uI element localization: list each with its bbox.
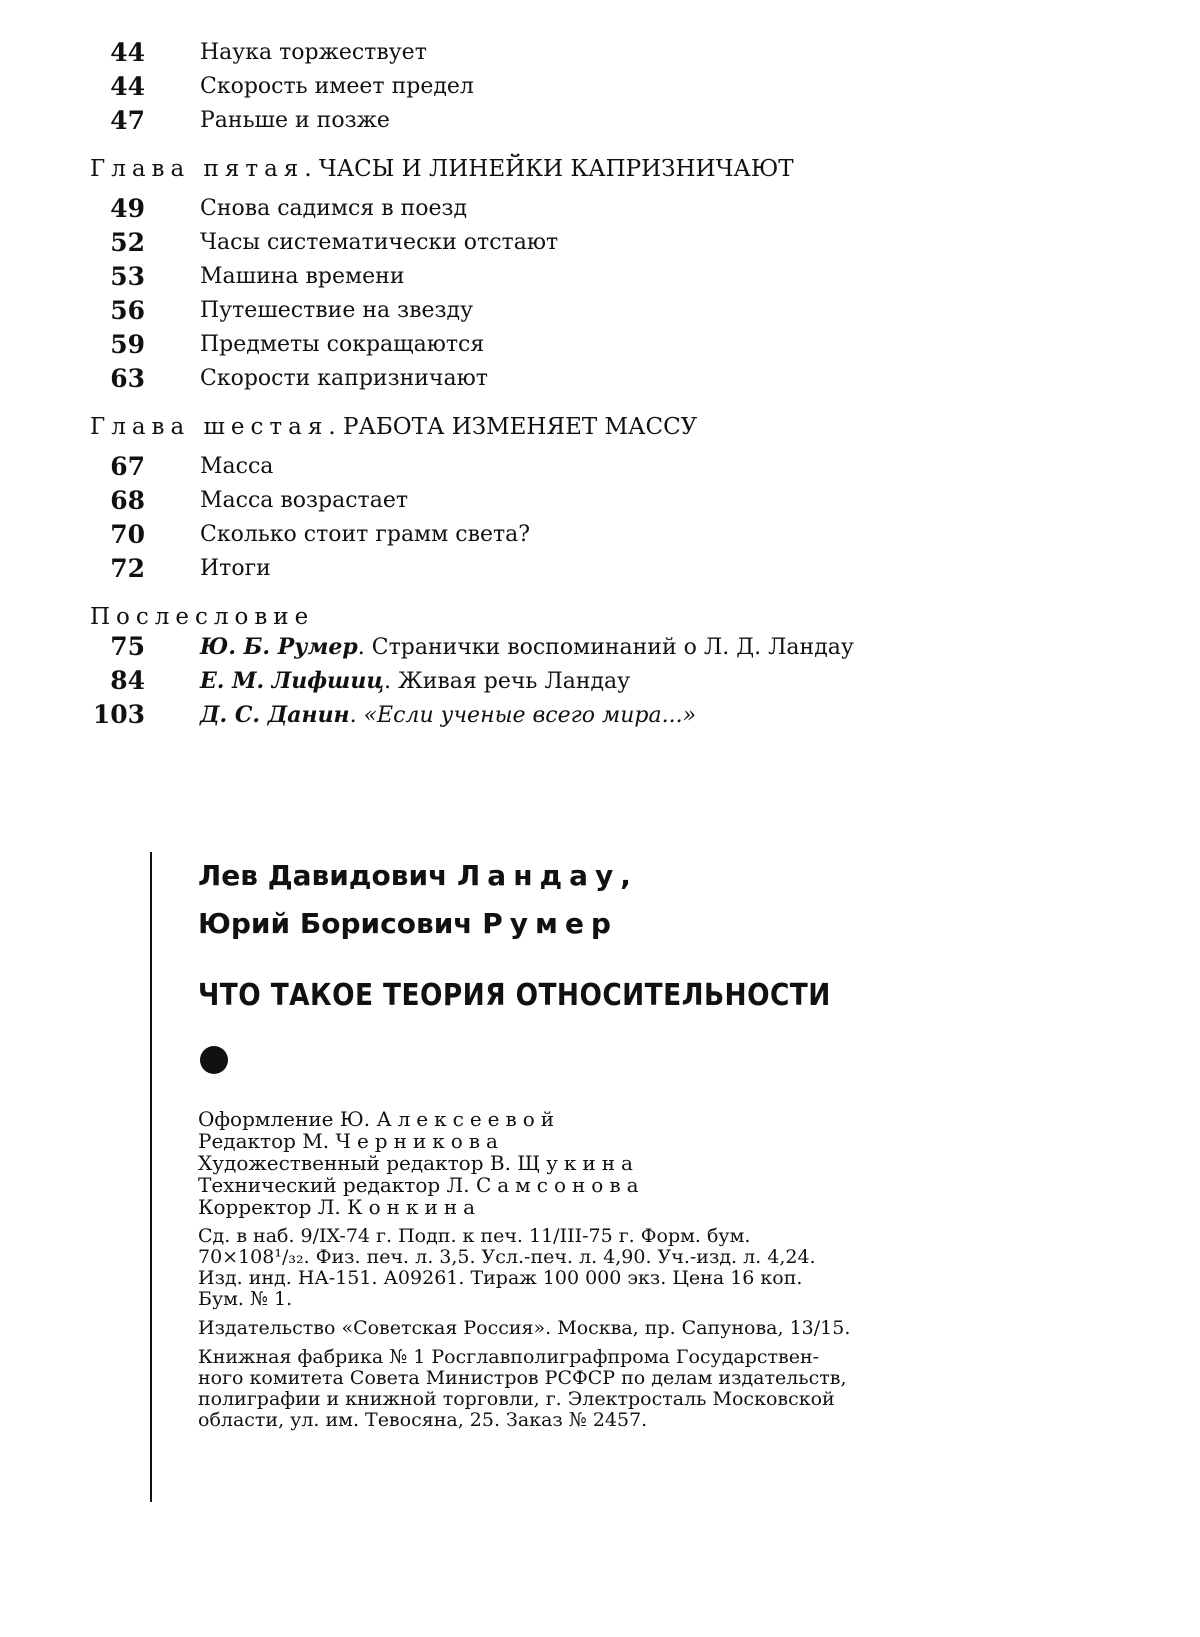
toc-page-number: 49 bbox=[110, 194, 145, 223]
credit-role: Корректор Л. bbox=[198, 1195, 341, 1219]
toc-page-number: 53 bbox=[110, 262, 145, 291]
credit-role: Оформление Ю. bbox=[198, 1107, 371, 1131]
toc-page-number: 75 bbox=[110, 632, 145, 661]
credit-role: Редактор М. bbox=[198, 1129, 330, 1153]
toc-entry-title: Итоги bbox=[200, 556, 271, 581]
publisher-text: Издательство «Советская Россия». Москва, пр. Сапунова, 13/15. bbox=[198, 1317, 851, 1339]
print-detail-line: Сд. в наб. 9/IX-74 г. Подп. к печ. 11/III-75 г. Форм. бум. bbox=[198, 1225, 751, 1247]
toc-entry bbox=[90, 192, 1150, 226]
author-surname: Ландау, bbox=[457, 859, 638, 892]
imprint-block bbox=[150, 852, 1072, 1502]
publisher-line bbox=[198, 1318, 1068, 1339]
toc-entry bbox=[90, 226, 1150, 260]
afterword-label: Послесловие bbox=[90, 604, 315, 630]
toc-page-number: 59 bbox=[110, 330, 145, 359]
toc-entry-title: Снова садимся в поезд bbox=[200, 196, 468, 221]
print-detail-line: Бум. № 1. bbox=[198, 1288, 293, 1310]
toc-page-number: 52 bbox=[110, 228, 145, 257]
toc-entry bbox=[90, 664, 1150, 698]
printer-details bbox=[198, 1347, 1068, 1431]
print-details bbox=[198, 1226, 1068, 1310]
toc-entry-title: Раньше и позже bbox=[200, 108, 390, 133]
author-line-2 bbox=[198, 900, 1068, 948]
entry-text: . Живая речь Ландау bbox=[384, 669, 631, 694]
toc-entry bbox=[90, 630, 1150, 664]
toc-page-number: 68 bbox=[110, 486, 145, 515]
toc-entry-title bbox=[200, 664, 630, 699]
toc-page-number: 56 bbox=[110, 296, 145, 325]
table-of-contents bbox=[90, 36, 1150, 732]
toc-entry bbox=[90, 552, 1150, 586]
book-title: ЧТО ТАКОЕ ТЕОРИЯ ОТНОСИТЕЛЬНОСТИ bbox=[198, 978, 831, 1013]
credit-name: Щукина bbox=[517, 1151, 639, 1175]
toc-entry-title: Скорость имеет предел bbox=[200, 74, 474, 99]
toc-entry-title: Наука торжествует bbox=[200, 40, 427, 65]
toc-entry-title bbox=[200, 630, 854, 665]
toc-entry bbox=[90, 518, 1150, 552]
credit-name: Алексеевой bbox=[376, 1107, 561, 1131]
chapter-title: . РАБОТА ИЗМЕНЯЕТ МАССУ bbox=[328, 414, 698, 440]
credit-role: Технический редактор Л. bbox=[198, 1173, 470, 1197]
toc-entry-title: Скорости капризничают bbox=[200, 366, 488, 391]
toc-page-number: 63 bbox=[110, 364, 145, 393]
imprint-content bbox=[198, 852, 1068, 1431]
toc-page-number: 70 bbox=[110, 520, 145, 549]
entry-author: Е. М. Лифшиц bbox=[200, 668, 384, 694]
toc-entry-title: Масса bbox=[200, 454, 274, 479]
toc-entry bbox=[90, 484, 1150, 518]
toc-entry-title: Масса возрастает bbox=[200, 488, 409, 513]
entry-author: Д. С. Данин bbox=[200, 702, 350, 728]
credit-line bbox=[198, 1174, 1068, 1196]
chapter-heading-6 bbox=[90, 408, 1150, 450]
printer-line: ного комитета Совета Министров РСФСР по делам издательств, bbox=[198, 1367, 847, 1389]
toc-entry bbox=[90, 70, 1150, 104]
printer-line: области, ул. им. Тевосяна, 25. Заказ № 2457. bbox=[198, 1409, 648, 1431]
credit-name: Самсонова bbox=[475, 1173, 645, 1197]
toc-entry-title: Сколько стоит грамм света? bbox=[200, 522, 531, 547]
printer-line: полиграфии и книжной торговли, г. Электросталь Московской bbox=[198, 1388, 835, 1410]
entry-text: . «Если ученые всего мира...» bbox=[349, 703, 697, 728]
author-line-1 bbox=[198, 852, 1068, 900]
credit-line bbox=[198, 1130, 1068, 1152]
toc-entry bbox=[90, 294, 1150, 328]
toc-entry bbox=[90, 260, 1150, 294]
author-given-name: Юрий Борисович bbox=[198, 907, 473, 940]
toc-group-1 bbox=[90, 36, 1150, 138]
toc-entry-title: Предметы сокращаются bbox=[200, 332, 485, 357]
entry-author: Ю. Б. Румер bbox=[200, 634, 358, 660]
credit-line bbox=[198, 1196, 1068, 1218]
toc-page-number: 47 bbox=[110, 106, 145, 135]
toc-page-number: 44 bbox=[110, 38, 145, 67]
credit-line bbox=[198, 1152, 1068, 1174]
author-given-name: Лев Давидович bbox=[198, 859, 448, 892]
toc-entry-title: Машина времени bbox=[200, 264, 405, 289]
chapter-heading-5 bbox=[90, 150, 1150, 192]
toc-entry-title bbox=[200, 698, 696, 733]
chapter-title: . ЧАСЫ И ЛИНЕЙКИ КАПРИЗНИЧАЮТ bbox=[304, 156, 794, 182]
toc-entry-title: Часы систематически отстают bbox=[200, 230, 559, 255]
bullet-dot-icon bbox=[200, 1046, 228, 1074]
print-detail-line: 70×108¹/₃₂. Физ. печ. л. 3,5. Усл.-печ. л. 4,90. Уч.-изд. л. 4,24. bbox=[198, 1246, 816, 1268]
toc-entry bbox=[90, 362, 1150, 396]
toc-page-number: 72 bbox=[110, 554, 145, 583]
toc-entry bbox=[90, 328, 1150, 362]
toc-page-number: 103 bbox=[92, 700, 145, 729]
toc-group-4 bbox=[90, 630, 1150, 732]
toc-group-3 bbox=[90, 450, 1150, 586]
toc-group-2 bbox=[90, 192, 1150, 396]
credit-line bbox=[198, 1108, 1068, 1130]
entry-text: . Странички воспоминаний о Л. Д. Ландау bbox=[357, 635, 854, 660]
author-surname: Румер bbox=[482, 907, 618, 940]
toc-entry bbox=[90, 36, 1150, 70]
credit-name: Конкина bbox=[347, 1195, 482, 1219]
chapter-label: Глава шестая bbox=[90, 414, 329, 440]
toc-entry bbox=[90, 698, 1150, 732]
chapter-label: Глава пятая bbox=[90, 156, 305, 182]
credit-role: Художественный редактор В. bbox=[198, 1151, 511, 1175]
toc-entry-title: Путешествие на звезду bbox=[200, 298, 474, 323]
toc-entry bbox=[90, 450, 1150, 484]
printer-line: Книжная фабрика № 1 Росглавполиграфпрома Государствен- bbox=[198, 1346, 820, 1368]
credit-name: Черникова bbox=[335, 1129, 504, 1153]
toc-entry bbox=[90, 104, 1150, 138]
toc-page-number: 67 bbox=[110, 452, 145, 481]
toc-page-number: 44 bbox=[110, 72, 145, 101]
toc-page-number: 84 bbox=[110, 666, 145, 695]
print-detail-line: Изд. инд. НА-151. А09261. Тираж 100 000 экз. Цена 16 коп. bbox=[198, 1267, 803, 1289]
credits-list bbox=[198, 1108, 1068, 1218]
